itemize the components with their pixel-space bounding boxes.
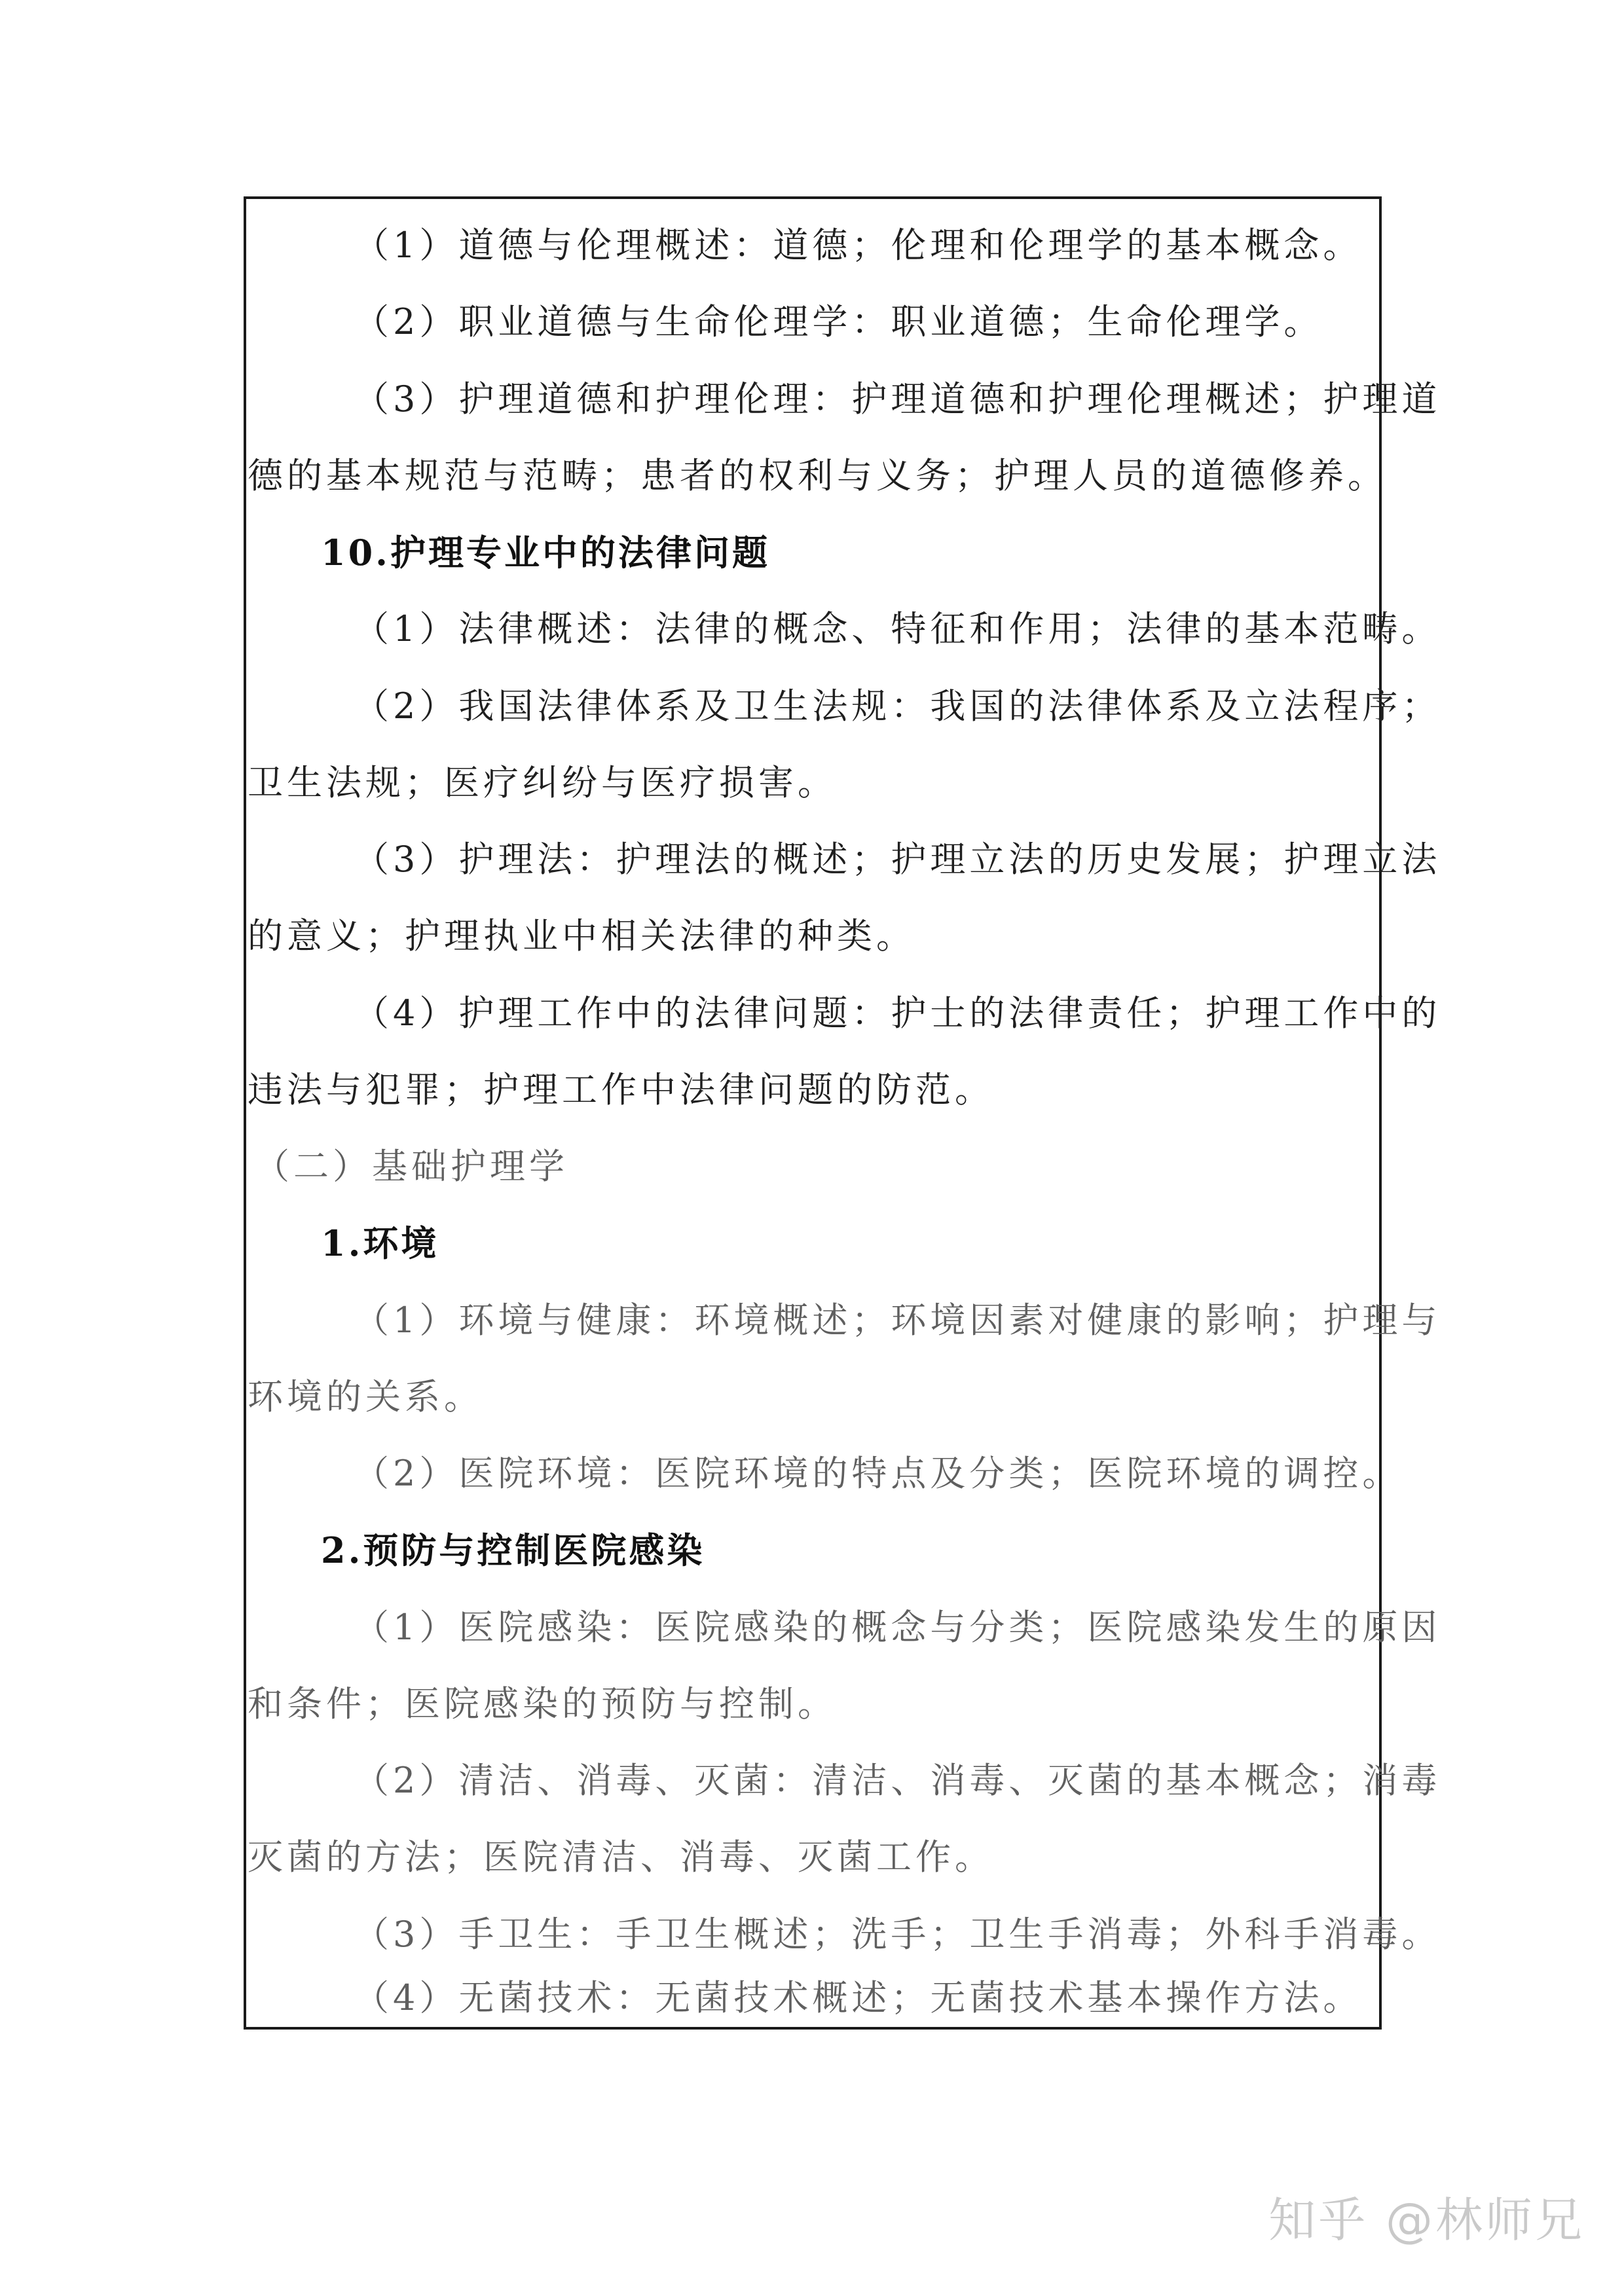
text-line: （1）法律概述：法律的概念、特征和作用；法律的基本范畴。 — [354, 608, 1441, 649]
text-line: 环境的关系。 — [248, 1376, 483, 1417]
text-line: （2）清洁、消毒、灭菌：清洁、消毒、灭菌的基本概念；消毒 — [354, 1760, 1441, 1801]
text-line: （4）无菌技术：无菌技术概述；无菌技术基本操作方法。 — [354, 1977, 1363, 2018]
text-line: （1）环境与健康：环境概述；环境因素对健康的影响；护理与 — [354, 1300, 1441, 1341]
text-line: （2）职业道德与生命伦理学：职业道德；生命伦理学。 — [354, 301, 1323, 342]
text-line: 违法与犯罪；护理工作中法律问题的防范。 — [248, 1069, 994, 1110]
text-line: （4）护理工作中的法律问题：护士的法律责任；护理工作中的 — [354, 993, 1441, 1034]
text-line: 德的基本规范与范畴；患者的权利与义务；护理人员的道德修养。 — [248, 455, 1387, 496]
text-line: （1）医院感染：医院感染的概念与分类；医院感染发生的原因 — [354, 1607, 1441, 1648]
text-line: 和条件；医院感染的预防与控制。 — [248, 1683, 837, 1724]
text-line: 卫生法规；医疗纠纷与医疗损害。 — [248, 762, 837, 803]
text-line: （2）我国法律体系及卫生法规：我国的法律体系及立法程序； — [354, 685, 1441, 727]
watermark: 知乎 @林师兄 — [1268, 2193, 1585, 2248]
chapter-heading: （二）基础护理学 — [254, 1146, 568, 1187]
text-line: （2）医院环境：医院环境的特点及分类；医院环境的调控。 — [354, 1453, 1402, 1494]
section-heading: 2.预防与控制医院感染 — [321, 1529, 705, 1571]
section-heading: 10.护理专业中的法律问题 — [321, 532, 770, 574]
section-heading: 1.环境 — [321, 1222, 439, 1264]
text-line: 的意义；护理执业中相关法律的种类。 — [248, 915, 915, 957]
text-line: 灭菌的方法；医院清洁、消毒、灭菌工作。 — [248, 1836, 994, 1878]
text-line: （3）护理法：护理法的概述；护理立法的历史发展；护理立法 — [354, 839, 1441, 880]
text-line: （1）道德与伦理概述：道德；伦理和伦理学的基本概念。 — [354, 225, 1363, 266]
text-line: （3）护理道德和护理伦理：护理道德和护理伦理概述；护理道 — [354, 378, 1441, 420]
text-line: （3）手卫生：手卫生概述；洗手；卫生手消毒；外科手消毒。 — [354, 1914, 1441, 1955]
